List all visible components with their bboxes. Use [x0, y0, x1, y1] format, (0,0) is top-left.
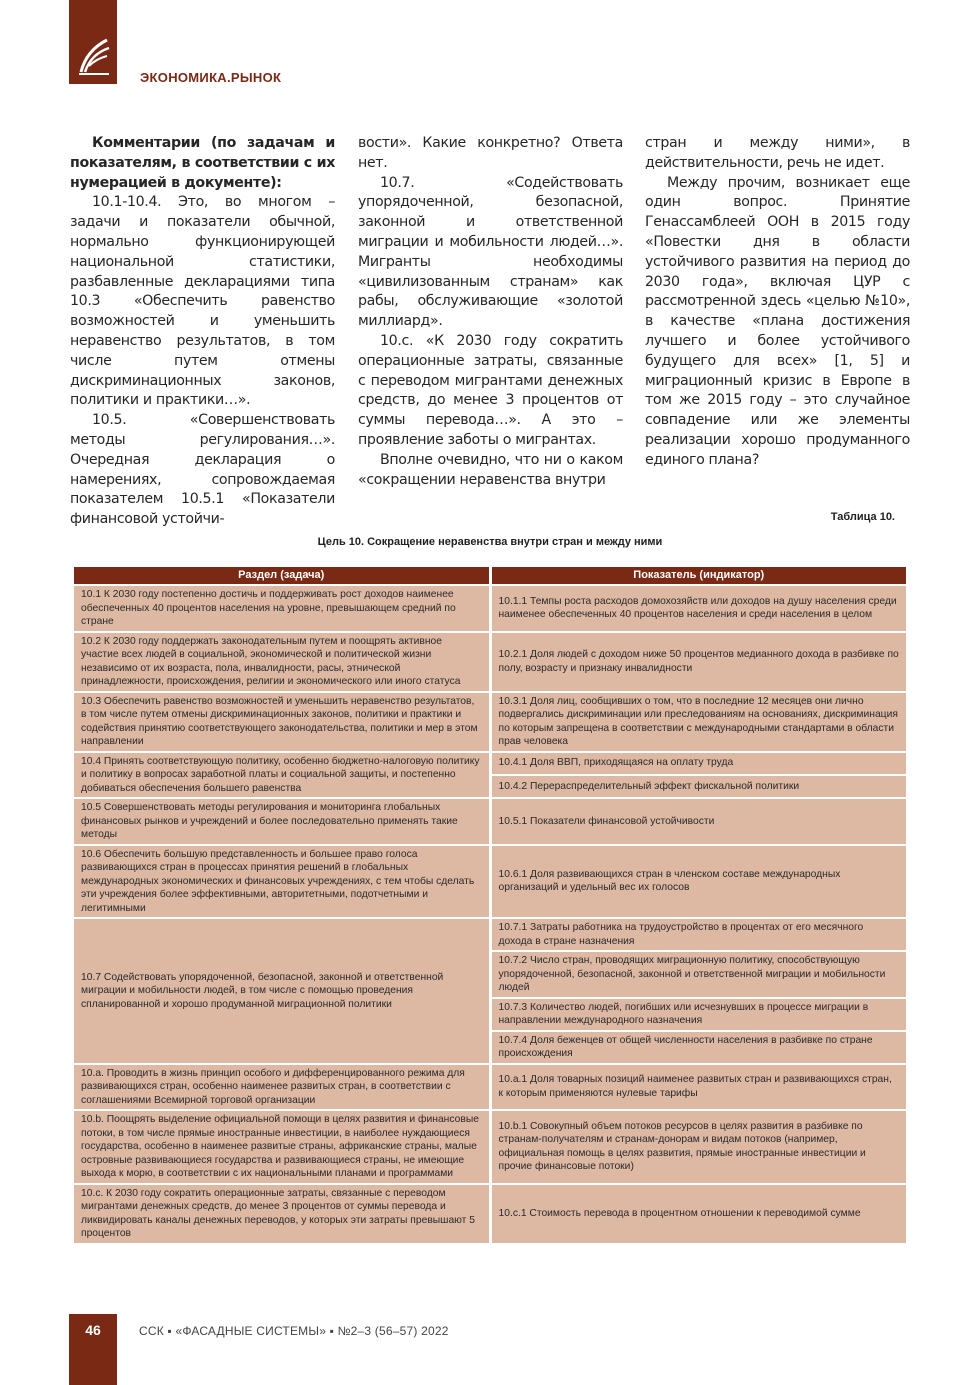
paragraph: 10.5. «Совершенствовать методы регулирования…». Очередная декларация о намерениях, сопровождаемая показателем 10.5.1 «Показатели финансовой устойчи-	[70, 412, 335, 528]
article-column-3	[645, 134, 910, 471]
paragraph: Вполне очевидно, что ни о каком «сокращении неравенства внутри	[358, 451, 623, 488]
paragraph: вости». Какие конкретно? Ответа нет.	[358, 135, 623, 171]
indicator-cell: 10.4.2 Перераспределительный эффект фискальной политики	[492, 776, 907, 797]
task-cell: 10.c. К 2030 году сократить операционные затраты, связанные с переводом мигрантами денежных средств, до менее 3 процентов от суммы перевода и ликвидировать каналы денежных переводов, у которых эти затраты превышают 5 процентов	[74, 1185, 489, 1243]
indicator-cell: 10.1.1 Темпы роста расходов домохозяйств или доходов на душу населения среди наименее обеспеченных 40 процентов населения и среди населения в целом	[492, 586, 907, 631]
task-cell: 10.6 Обеспечить большую представленность и большее право голоса развивающихся стран в процессах принятия решений в глобальных международных экономических и финансовых учреждениях, с тем чтобы сделать эти учреждения более эффективными, авторитетными, подотчетными и легитимными	[74, 846, 489, 918]
indicator-cell: 10.7.2 Число стран, проводящих миграционную политику, способствующую упорядоченной, безопасной, законной и ответственной миграции и мобильности людей	[492, 952, 907, 997]
task-cell: 10.3 Обеспечить равенство возможностей и уменьшить неравенство результатов, в том числе путем отмены дискриминационных законов, политики и практики и содействия принятию соответствующего законодательства, политики и мер в этом направлении	[74, 693, 489, 751]
indicator-cell: 10.а.1 Доля товарных позиций наименее развитых стран и развивающихся стран, к которым применяются нулевые тарифы	[492, 1065, 907, 1110]
task-cell: 10.b. Поощрять выделение официальной помощи в целях развития и финансовые потоки, в том числе прямые иностранные инвестиции, в наиболее нуждающиеся государства, особенно в наименее развитые страны, африканские страны, малые островные развивающиеся государства и развивающиеся страны, не имеющие выхода к морю, в соответствии с их национальными планами и программами	[74, 1111, 489, 1183]
table-row	[74, 846, 906, 918]
table-row	[74, 799, 906, 844]
indicator-cell: 10.3.1 Доля лиц, сообщивших о том, что в последние 12 месяцев они лично подвергались дискриминации или преследованиям на основаниях, дискриминация по которым запрещена в соответствии с международными стандартами в области прав человека	[492, 693, 907, 751]
page-number: 46	[85, 1322, 101, 1338]
paragraph: 10.1-10.4. Это, во многом – задачи и показатели обычной, нормально функционирующей национальной статистики, разбавленные декларациями типа 10.3 «Обеспечить равенство возможностей и уменьшить неравенство результатов, в том числе путем отмены дискриминационных законов, политики и практики…».	[70, 194, 335, 409]
task-cell: 10.1 К 2030 году постепенно достичь и поддерживать рост доходов наименее обеспеченных 40 процентов населения на уровне, превышающем средний по стране	[74, 586, 489, 631]
paragraph: 10.7. «Содействовать упорядоченной, безопасной, законной и ответственной миграции и мобильности людей…». Мигранты необходимы «цивилизованным странам» как рабы, обслуживающие «золотой миллиард».	[358, 174, 623, 330]
indicator-cell: 10.7.3 Количество людей, погибших или исчезнувших в процессе миграции в направлении международного назначения	[492, 999, 907, 1030]
footer-journal: ССК ▪ «ФАСАДНЫЕ СИСТЕМЫ» ▪ №2–3 (56–57) 2022	[139, 1324, 449, 1338]
task-cell: 10.2 К 2030 году поддержать законодательным путем и поощрять активное участие всех людей в социальной, экономической и политической жизни независимо от их возраста, пола, инвалидности, расы, этнической принадлежности, происхождения, религии и экономического или иного статуса	[74, 633, 489, 691]
task-cell: 10.5 Совершенствовать методы регулирования и мониторинга глобальных финансовых рынков и учреждений и более последовательно применять такие методы	[74, 799, 489, 844]
task-cell: 10.7 Содействовать упорядоченной, безопасной, законной и ответственной миграции и мобильности людей, в том числе с помощью проведения спланированной и хорошо продуманной миграционной политики	[74, 919, 489, 1063]
table-row	[74, 1185, 906, 1243]
table-row	[74, 919, 906, 950]
task-cell: 10.а. Проводить в жизнь принцип особого и дифференцированного режима для развивающихся стран, особенно наименее развитых стран, в соответствии с соглашениями Всемирной торговой организации	[74, 1065, 489, 1110]
indicator-cell: 10.7.4 Доля беженцев от общей численности населения в разбивке по стране происхождения	[492, 1032, 907, 1063]
indicator-cell: 10.2.1 Доля людей с доходом ниже 50 процентов медианного дохода в разбивке по полу, возрасту и признаку инвалидности	[492, 633, 907, 691]
table-title: Цель 10. Сокращение неравенства внутри стран и между ними	[317, 536, 663, 548]
comments-heading: Комментарии (по задачам и показателям, в соответствии с их нумерацией в документе):	[70, 135, 335, 191]
table-row	[74, 633, 906, 691]
table-row	[74, 1111, 906, 1183]
table-caption: Таблица 10.	[830, 511, 895, 523]
article-column-1	[70, 134, 335, 530]
section-label: ЭКОНОМИКА.РЫНОК	[140, 70, 282, 85]
indicator-cell: 10.4.1 Доля ВВП, приходящаяся на оплату труда	[492, 753, 907, 774]
table-row	[74, 1065, 906, 1110]
article-column-2	[358, 134, 623, 490]
column-header-indicator: Показатель (индикатор)	[492, 567, 907, 584]
feather-logo-icon	[75, 36, 111, 76]
table-row	[74, 753, 906, 774]
paragraph: 10.c. «К 2030 году сократить операционные затраты, связанные с переводом мигрантами денежных средств, до менее 3 процентов от суммы перевода…». А это – проявление заботы о мигрантах.	[358, 332, 623, 448]
paragraph: Между прочим, возникает еще один вопрос. Принятие Генассамблеей ООН в 2015 году «Повестки дня в области устойчивого развития на период до 2030 года», включая ЦУР с рассмотренной здесь «целью №10», в качестве «плана достижения лучшего и более устойчивого будущего для всех» [1, 5] и миграционный кризис в Европе в том же 2015 году – это случайное совпадение или же элементы реализации хорошо продуманного единого плана?	[645, 174, 910, 468]
indicator-cell: 10.7.1 Затраты работника на трудоустройство в процентах от его месячного дохода в стране назначения	[492, 919, 907, 950]
task-cell: 10.4 Принять соответствующую политику, особенно бюджетно-налоговую политику и политику в вопросах заработной платы и социальной защиты, и постепенно добиваться обеспечения большего равенства	[74, 753, 489, 798]
paragraph: стран и между ними», в действительности, речь не идет.	[645, 135, 910, 171]
indicator-cell: 10.5.1 Показатели финансовой устойчивости	[492, 799, 907, 844]
column-header-task: Раздел (задача)	[74, 567, 489, 584]
indicator-cell: 10.6.1 Доля развивающихся стран в членском составе международных организаций и удельный вес их голосов	[492, 846, 907, 918]
indicator-cell: 10.b.1 Совокупный объем потоков ресурсов в целях развития в разбивке по странам-получателям и странам-донорам и видам потоков (например, официальная помощь в целях развития, прямые иностранные инвестиции и прочие финансовые потоки)	[492, 1111, 907, 1183]
indicator-cell: 10.c.1 Стоимость перевода в процентном отношении к переводимой сумме	[492, 1185, 907, 1243]
logo	[69, 0, 117, 84]
table-row	[74, 586, 906, 631]
goal-10-table	[71, 565, 909, 1245]
table-row	[74, 693, 906, 751]
